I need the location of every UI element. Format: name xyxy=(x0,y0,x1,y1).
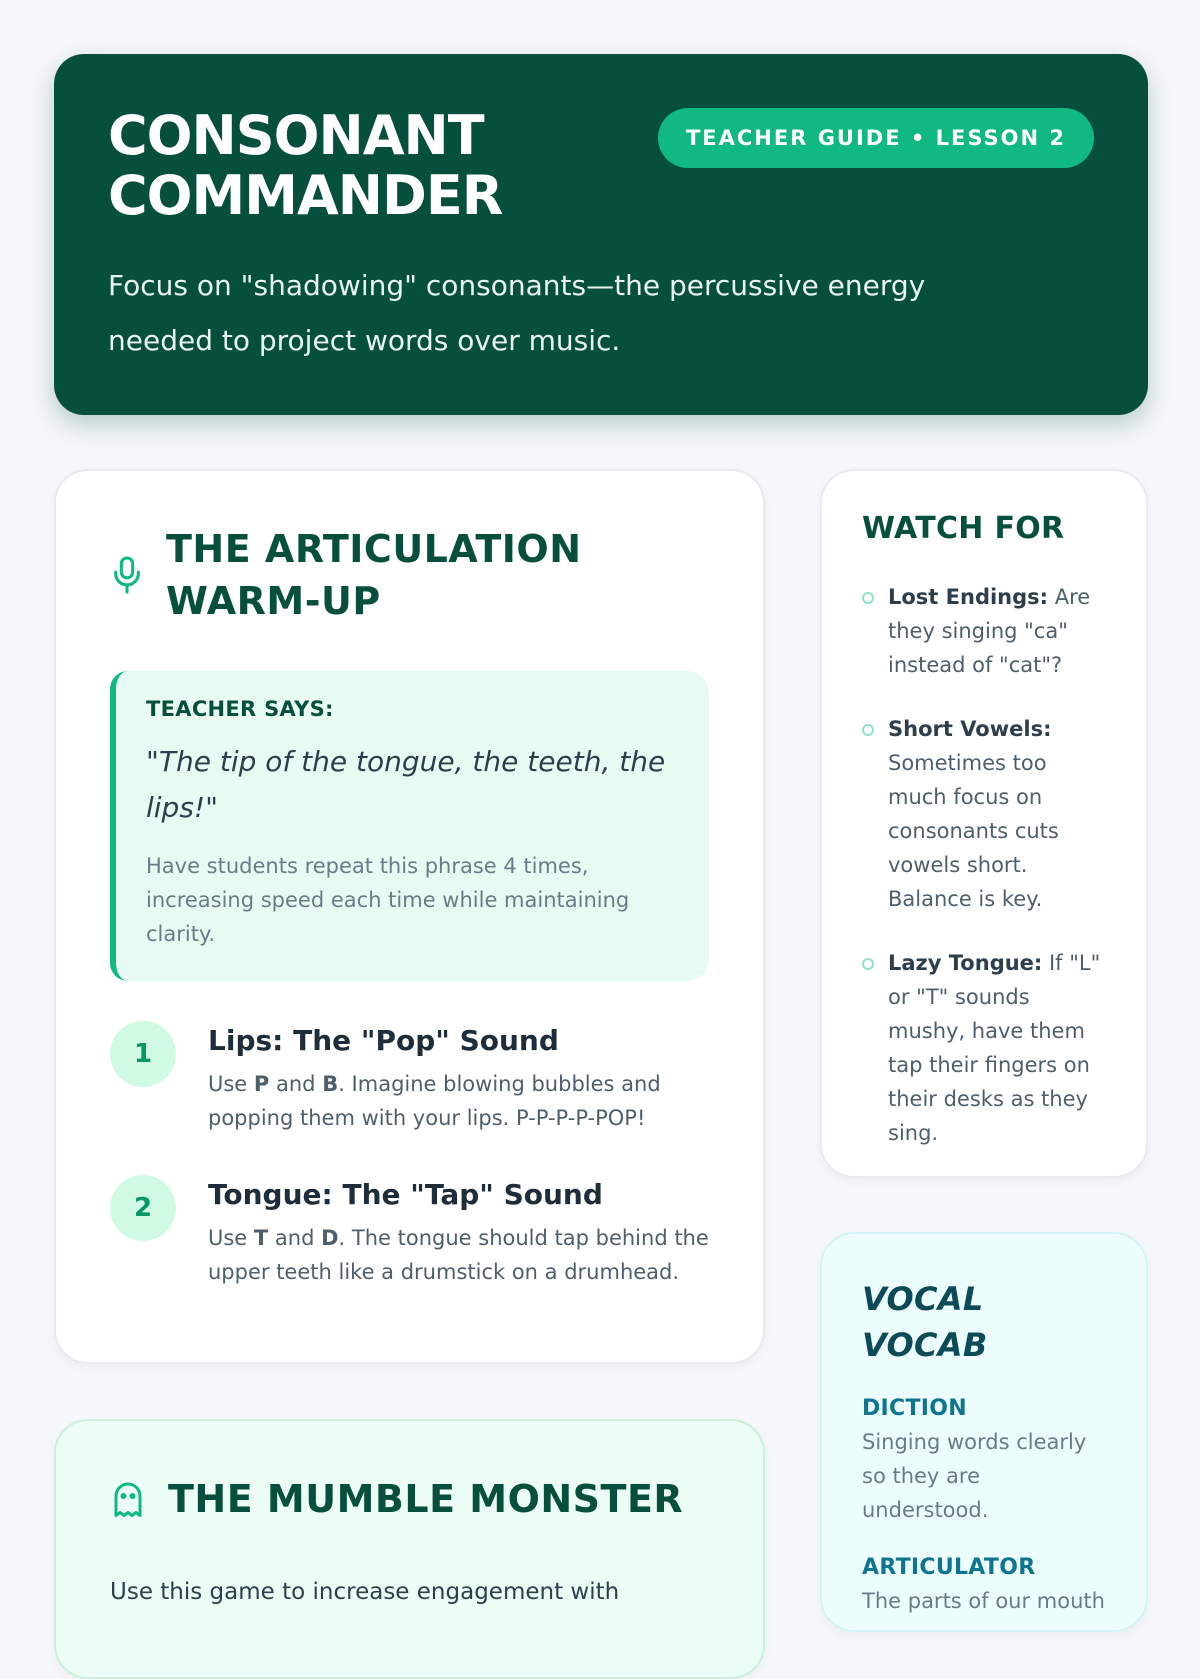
teacher-says-note: Have students repeat this phrase 4 times, increasing speed each time while maintaining clarity. xyxy=(146,854,630,946)
page-subtitle: Focus on "shadowing" consonants—the percussive energy needed to project words over music. xyxy=(108,269,926,357)
step-content xyxy=(208,1175,709,1289)
watch-item xyxy=(862,946,1106,1150)
watch-item xyxy=(862,580,1106,682)
step-item xyxy=(110,1021,709,1135)
warmup-title: THE ARTICULATION WARM-UP xyxy=(166,527,582,623)
microphone-icon xyxy=(110,555,144,595)
bullet-dot-icon xyxy=(862,592,874,604)
warmup-header xyxy=(110,523,709,627)
vocab-term: ARTICULATOR xyxy=(862,1555,1036,1580)
vocab-definition: The parts of our mouth xyxy=(862,1589,1105,1613)
step-title: Tongue: The "Tap" Sound xyxy=(208,1178,603,1211)
bullet-dot-icon xyxy=(862,958,874,970)
lesson-badge: TEACHER GUIDE • LESSON 2 xyxy=(658,108,1094,168)
watch-for-card xyxy=(820,469,1148,1178)
step-item xyxy=(110,1175,709,1289)
bullet-dot-icon xyxy=(862,724,874,736)
monster-title: THE MUMBLE MONSTER xyxy=(168,1477,684,1521)
watch-item-text: Lost Endings: Are they singing "ca" instead of "cat"? xyxy=(888,585,1091,677)
hero-banner xyxy=(54,54,1148,415)
monster-description: Use this game to increase engagement with xyxy=(110,1579,620,1605)
vocab-card xyxy=(820,1232,1148,1632)
teacher-says-label: TEACHER SAYS: xyxy=(146,697,334,721)
ghost-icon xyxy=(110,1479,146,1519)
watch-for-title: WATCH FOR xyxy=(862,511,1065,546)
step-description: Use P and B. Imagine blowing bubbles and popping them with your lips. P-P-P-P-POP! xyxy=(208,1072,661,1130)
mumble-monster-card xyxy=(54,1419,765,1679)
vocab-term: DICTION xyxy=(862,1396,967,1421)
watch-item xyxy=(862,712,1106,916)
watch-item-text: Lazy Tongue: If "L" or "T" sounds mushy, have them tap their fingers on their desks as they sing. xyxy=(888,951,1101,1145)
monster-header xyxy=(110,1473,709,1525)
watch-item-text: Short Vowels: Sometimes too much focus on consonants cuts vowels short. Balance is key. xyxy=(888,717,1059,911)
vocab-definition: Singing words clearly so they are understood. xyxy=(862,1430,1087,1522)
step-description: Use T and D. The tongue should tap behind the upper teeth like a drumstick on a drumhead. xyxy=(208,1226,709,1284)
page-title: CONSONANT COMMANDER xyxy=(108,104,503,227)
teacher-says-quote: "The tip of the tongue, the teeth, the lips!" xyxy=(146,745,666,824)
warmup-card xyxy=(54,469,765,1364)
vocab-title: VOCAL VOCAB xyxy=(862,1280,988,1364)
step-number: 2 xyxy=(110,1175,176,1241)
teacher-says-box xyxy=(110,671,709,981)
step-title: Lips: The "Pop" Sound xyxy=(208,1024,559,1057)
step-number: 1 xyxy=(110,1021,176,1087)
step-content xyxy=(208,1021,709,1135)
